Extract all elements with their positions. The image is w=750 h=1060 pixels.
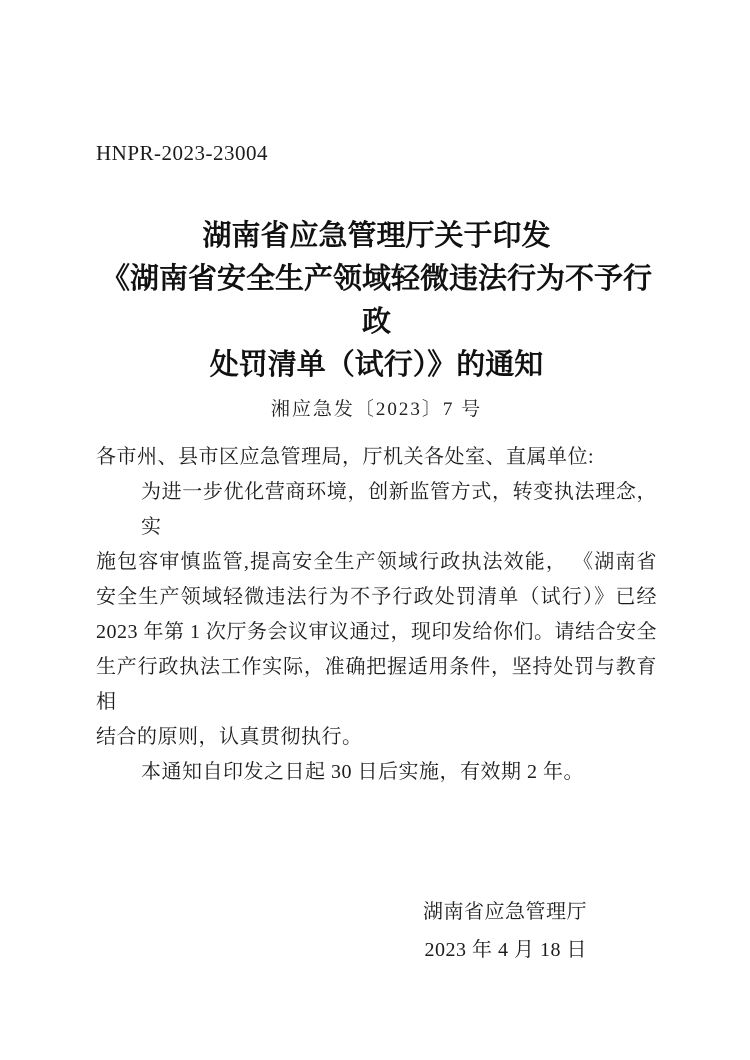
body-paragraph-2: 本通知自印发之日起 30 日后实施，有效期 2 年。 — [141, 761, 584, 783]
title-line-1: 湖南省应急管理厅关于印发 — [202, 220, 551, 252]
paragraph-1-line-2: 施包容审慎监管,提高安全生产领域行政执法效能， 《湖南省 — [96, 551, 657, 573]
paragraph-1-line-5: 生产行政执法工作实际，准确把握适用条件，坚持处罚与教育相 — [96, 656, 657, 713]
signature-date: 2023 年 4 月 18 日 — [424, 939, 587, 961]
paragraph-1-line-3: 安全生产领域轻微违法行为不予行政处罚清单（试行）》已经 — [96, 586, 657, 608]
notice-title — [96, 215, 657, 387]
doc-reference-code: HNPR-2023-23004 — [96, 141, 269, 165]
title-line-2: 《湖南省安全生产领域轻微违法行为不予行政 — [100, 263, 652, 338]
signature-block — [96, 893, 657, 969]
paragraph-1-line-6: 结合的原则，认真贯彻执行。 — [96, 726, 363, 748]
signature-org: 湖南省应急管理厅 — [423, 901, 587, 923]
paragraph-1-line-4: 2023 年第 1 次厅务会议审议通过，现印发给你们。请结合安全 — [96, 621, 657, 643]
notice-body — [96, 440, 657, 790]
document-number: 湘应急发〔2023〕7 号 — [270, 399, 483, 420]
paragraph-1-line-1: 为进一步优化营商环境，创新监管方式，转变执法理念，实 — [141, 481, 657, 538]
title-line-3: 处罚清单（试行）》的通知 — [209, 349, 544, 381]
salutation: 各市州、县市区应急管理局，厅机关各处室、直属单位: — [96, 446, 595, 468]
